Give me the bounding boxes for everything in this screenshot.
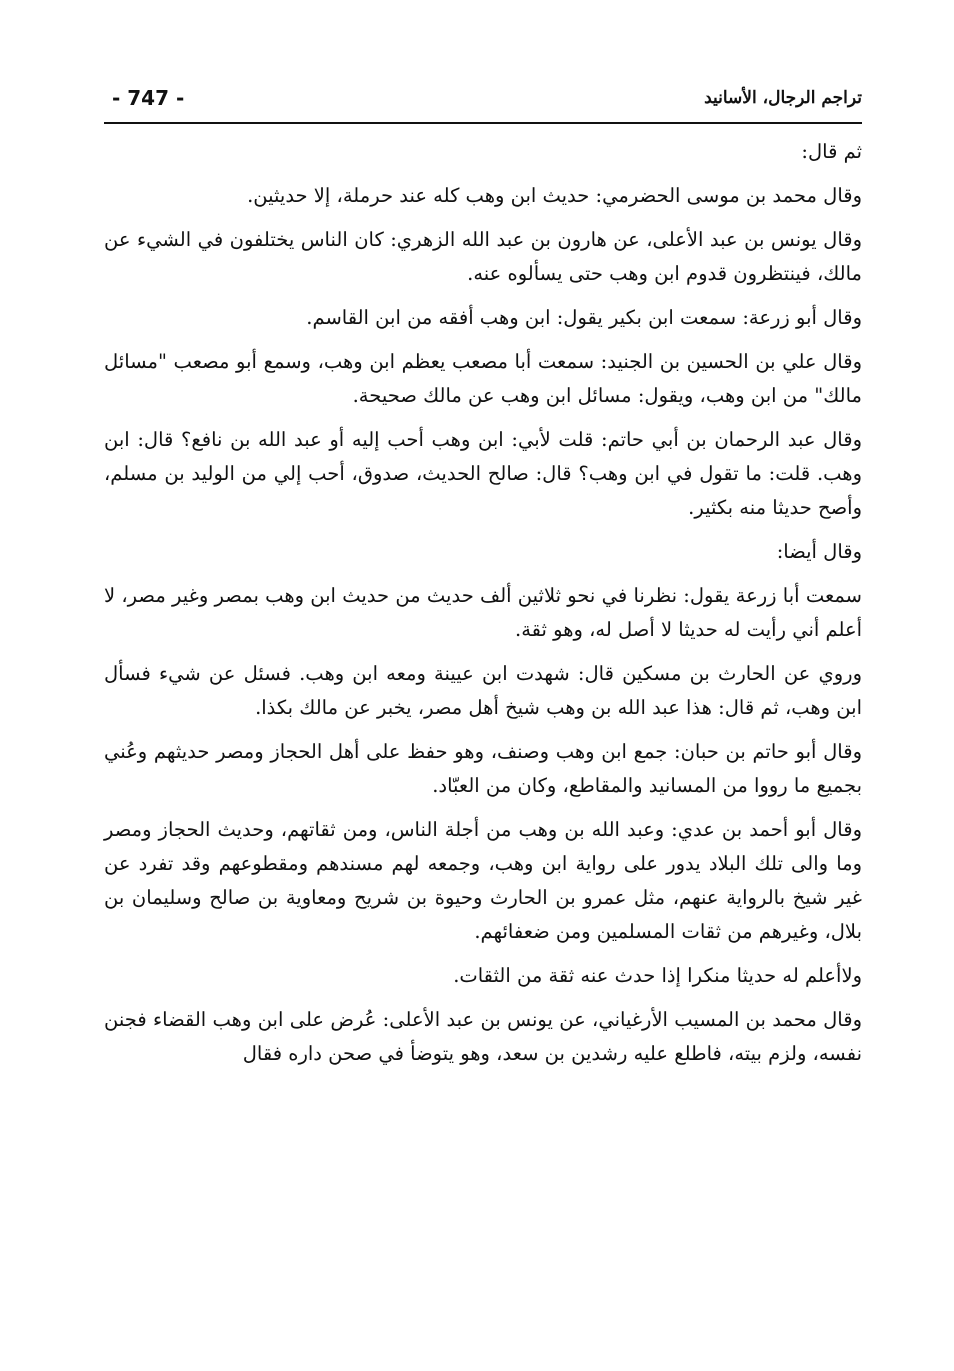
paragraph: وقال يونس بن عبد الأعلى، عن هارون بن عبد الله الزهري: كان الناس يختلفون في الشيء عن مالك، فينتظرون قدوم ابن وهب حتى يسألوه عنه. — [104, 228, 862, 285]
paragraph: وقال محمد بن موسى الحضرمي: حديث ابن وهب كله عند حرملة، إلا حديثين. — [247, 184, 862, 207]
paragraph: وقال علي بن الحسين بن الجنيد: سمعت أبا مصعب يعظم ابن وهب، وسمع أبو مصعب "مسائل مالك" من ابن وهب، ويقول: مسائل ابن وهب عن مالك صحيحة. — [104, 350, 862, 407]
paragraph: ولاأعلم له حديثا منكرا إذا حدث عنه ثقة من الثقات. — [453, 964, 862, 987]
paragraph: وقال أبو أحمد بن عدي: وعبد الله بن وهب من أجلة الناس، ومن ثقاتهم، وحديث الحجاز ومصر وما والى تلك البلاد يدور على رواية ابن وهب، وجمعه لهم مسندهم ومقطوعهم وقد تفرد عن غير شيخ بالرواية عنهم، مثل عمرو بن الحارث وحيوة بن شريح ومعاوية بن صالح وسليمان بن بلال، وغيرهم من ثقات المسلمين ومن ضعفائهم. — [104, 818, 862, 943]
running-title: تراجم الرجال، الأسانيد — [704, 88, 862, 108]
page-header — [104, 82, 862, 124]
paragraph: وروي عن الحارث بن مسكين قال: شهدت ابن عيينة ومعه ابن وهب. فسئل عن شيء فسأل ابن وهب، ثم قال: هذا عبد الله بن وهب شيخ أهل مصر، يخبر عن مالك بكذا. — [104, 662, 862, 719]
paragraph: سمعت أبا زرعة يقول: نظرنا في نحو ثلاثين ألف حديث من حديث ابن وهب بمصر وغير مصر، لا أعلم أني رأيت له حديثا لا أصل له، وهو ثقة. — [104, 584, 862, 641]
paragraph: وقال أبو زرعة: سمعت ابن بكير يقول: ابن وهب أفقه من ابن القاسم. — [306, 306, 862, 329]
paragraph: وقال عبد الرحمان بن أبي حاتم: قلت لأبي: ابن وهب أحب إليه أو عبد الله بن نافع؟ قال: ابن وهب. قلت: ما تقول في ابن وهب؟ قال: صالح الحديث، صدوق، أحب إلي من الوليد بن مسلم، وأصح حديثا منه بكثير. — [104, 428, 862, 519]
paragraph: وقال أبو حاتم بن حبان: جمع ابن وهب وصنف، وهو حفظ على أهل الحجاز ومصر حديثهم وعُني بجميع ما رووا من المسانيد والمقاطع، وكان من العبّاد. — [104, 740, 862, 797]
paragraph: ثم قال: — [801, 140, 862, 163]
paragraph: وقال أيضا: — [776, 540, 862, 563]
page-number: - 747 - — [112, 86, 185, 110]
paragraph: وقال محمد بن المسيب الأرغياني، عن يونس بن عبد الأعلى: عُرض على ابن وهب القضاء فجنن نفسه، ولزم بيته، فاطلع عليه رشدين بن سعد، وهو يتوضأ في صحن داره فقال — [104, 1008, 862, 1065]
page-body — [104, 135, 862, 1081]
